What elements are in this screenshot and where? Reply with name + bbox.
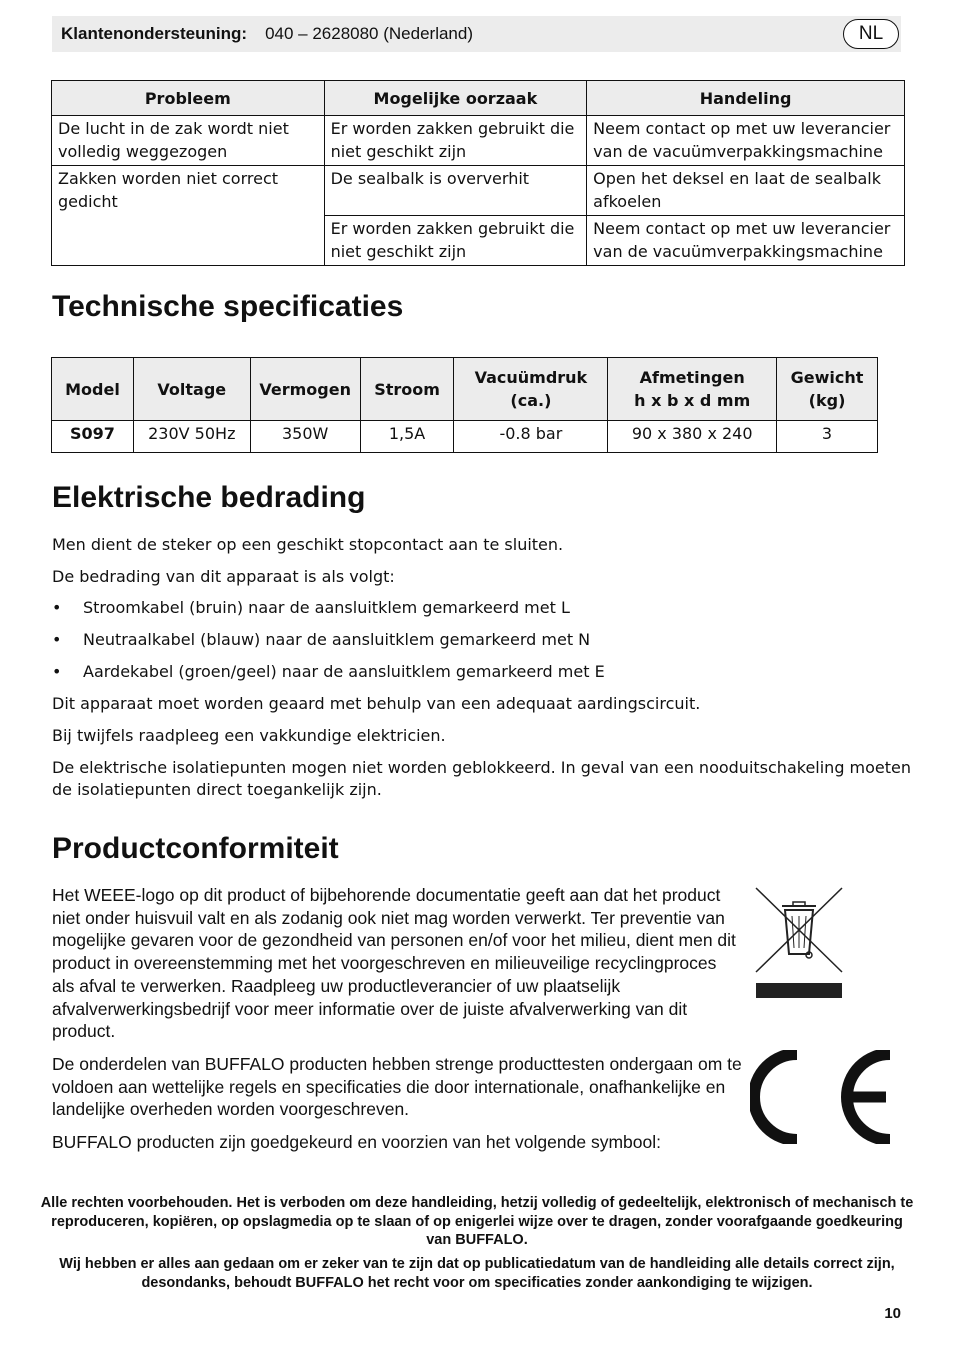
conformity-paragraph: De onderdelen van BUFFALO producten hebben strenge producttesten ondergaan om te voldoen aan wettelijke regels en specificaties die door internationale, onafhankelijke en landelijke overheden worden voorgeschreven. <box>52 1053 742 1120</box>
column-header: Stroom <box>360 358 454 421</box>
column-header: Vermogen <box>250 358 360 421</box>
vacuum-cell: -0.8 bar <box>454 421 608 453</box>
cause-cell: De sealbalk is oververhit <box>324 166 587 216</box>
conformity-text <box>52 884 742 1164</box>
table-row <box>52 116 905 166</box>
column-header: Afmetingen h x b x d mm <box>608 358 777 421</box>
crossed-out-wheelie-bin-icon <box>752 884 846 1004</box>
language-badge: NL <box>843 19 899 49</box>
wiring-paragraph: Dit apparaat moet worden geaard met behulp van een adequaat aardingscircuit. <box>52 694 701 713</box>
troubleshooting-table <box>51 80 905 266</box>
conformity-paragraph: Het WEEE-logo op dit product of bijbehorende documentatie geeft aan dat het product niet onder huisvuil valt en als zodanig ook niet mag worden verwerkt. Ter preventie van mogelijke gevaren voor de gezondheid van personen en/of voor het milieu, dient men dit product in overeenstemming met het voorgeschreven en milieuveilige recyclingproces als afval te verwerken. Raadpleeg uw productleverancier of uw plaatselijk afvalverwerkingsbedrijf voor meer informatie over de juiste afvalverwerking van dit product. <box>52 885 736 1042</box>
column-header: Gewicht (kg) <box>777 358 878 421</box>
problem-cell: De lucht in de zak wordt niet volledig weggezogen <box>52 116 325 166</box>
column-header: Handeling <box>587 81 905 116</box>
table-row <box>52 166 905 216</box>
disclaimer-notice: Wij hebben er alles aan gedaan om er zeker van te zijn dat op publicatiedatum van de handleiding alle details correct zijn, desondanks, behoudt BUFFALO het recht voor om specificaties zonder aankondiging te wijzigen. <box>59 1256 895 1291</box>
model-cell: S097 <box>52 421 134 453</box>
weight-cell: 3 <box>777 421 878 453</box>
wiring-paragraph: de isolatiepunten direct toegankelijk zijn. <box>52 780 382 799</box>
ce-mark-icon <box>750 1050 896 1148</box>
column-header: Voltage <box>133 358 250 421</box>
column-header: Mogelijke oorzaak <box>324 81 587 116</box>
support-label: Klantenondersteuning: <box>61 24 248 43</box>
cause-cell: Er worden zakken gebruikt die niet geschikt zijn <box>324 116 587 166</box>
list-item: • Neutraalkabel (blauw) naar de aansluitklem gemarkeerd met N <box>52 630 591 649</box>
specs-table <box>51 357 878 453</box>
support-phone: 040 – 2628080 (Nederland) <box>265 24 473 43</box>
voltage-cell: 230V 50Hz <box>133 421 250 453</box>
section-title-conformity: Productconformiteit <box>52 832 339 865</box>
cause-cell: Er worden zakken gebruikt die niet geschikt zijn <box>324 216 587 266</box>
conformity-paragraph: BUFFALO producten zijn goedgekeurd en voorzien van het volgende symbool: <box>52 1132 661 1153</box>
problem-cell: Zakken worden niet correct gedicht <box>52 166 325 266</box>
customer-support-bar <box>52 16 901 52</box>
column-header: Model <box>52 358 134 421</box>
wiring-paragraph: Bij twijfels raadpleeg een vakkundige elektricien. <box>52 726 446 745</box>
table-header-row <box>52 358 878 421</box>
table-row <box>52 421 878 453</box>
list-item: • Aardekabel (groen/geel) naar de aansluitklem gemarkeerd met E <box>52 662 605 681</box>
page-number: 10 <box>884 1305 901 1322</box>
dimensions-cell: 90 x 380 x 240 <box>608 421 777 453</box>
current-cell: 1,5A <box>360 421 454 453</box>
action-cell: Neem contact op met uw leverancier van de vacuümverpakkingsmachine <box>587 216 905 266</box>
column-header: Vacuümdruk (ca.) <box>454 358 608 421</box>
column-header: Probleem <box>52 81 325 116</box>
table-header-row <box>52 81 905 116</box>
section-title-wiring: Elektrische bedrading <box>52 481 366 514</box>
action-cell: Neem contact op met uw leverancier van de vacuümverpakkingsmachine <box>587 116 905 166</box>
wiring-intro: De bedrading van dit apparaat is als volgt: <box>52 567 395 586</box>
section-title-specs: Technische specificaties <box>52 290 404 323</box>
rights-notice: Alle rechten voorbehouden. Het is verboden om deze handleiding, hetzij volledig of gedeeltelijk, elektronisch of mechanisch te reproduceren, kopiëren, op opslagmedia op te slaan of op enigerlei wijze over te dragen, zonder voorafgaande goedkeuring van BUFFALO. <box>40 1195 914 1248</box>
wiring-paragraph: De elektrische isolatiepunten mogen niet worden geblokkeerd. In geval van een nooduitschakeling moeten <box>52 758 912 777</box>
list-item: • Stroomkabel (bruin) naar de aansluitklem gemarkeerd met L <box>52 598 570 617</box>
action-cell: Open het deksel en laat de sealbalk afkoelen <box>587 166 905 216</box>
wiring-intro: Men dient de steker op een geschikt stopcontact aan te sluiten. <box>52 535 564 554</box>
power-cell: 350W <box>250 421 360 453</box>
